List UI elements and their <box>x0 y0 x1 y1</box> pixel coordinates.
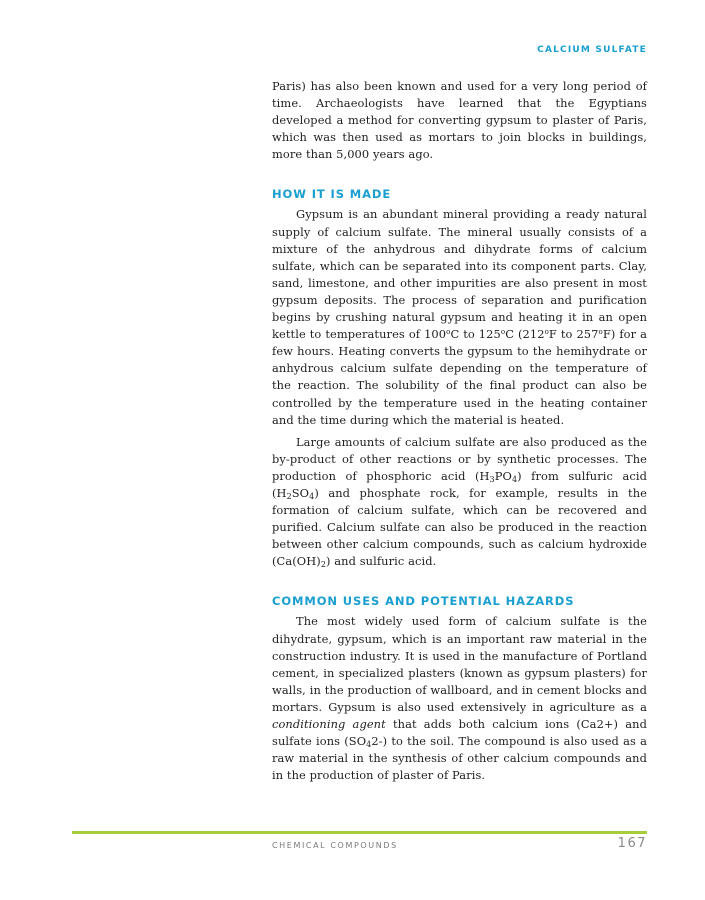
how-made-paragraph-1 <box>272 206 647 428</box>
subscript: 4 <box>366 740 372 750</box>
text-run: The most widely used form of calcium sulfate is the dihydrate, gypsum, which is an important raw material in the construction industry. It is used in the manufacture of Portland cement, in specialized plasters (known as gypsum plasters) for walls, in the production of wallboard, and in cement blocks and mortars. Gypsum is also used extensively in agriculture as a <box>272 614 647 714</box>
section-heading-how-it-is-made: HOW IT IS MADE <box>272 187 392 202</box>
section-heading-uses-and-hazards: COMMON USES AND POTENTIAL HAZARDS <box>272 594 575 609</box>
text-run: SO <box>291 485 310 500</box>
subscript: 4 <box>309 491 315 501</box>
text-run: F to 257 <box>548 327 599 342</box>
degree-symbol: o <box>598 328 603 337</box>
subscript: 2 <box>320 560 327 570</box>
subscript: 4 <box>511 474 518 484</box>
text-run: ) and phosphate rock, for example, results in the formation of calcium sulfate, which can be recovered and purified. Calcium sulfate can also be produced in the reaction between other calcium compounds, such as calcium hydroxide (Ca(OH) <box>272 485 647 569</box>
page-number: 167 <box>617 836 647 851</box>
text-run: that adds both calcium ions (Ca2+) and sulfate ions (SO <box>272 717 647 749</box>
intro-paragraph: Paris) has also been known and used for a very long period of time. Archaeologists have learned that the Egyptians developed a method for converting gypsum to plaster of Paris, which was then used as mortars to join blocks in buildings, more than 5,000 years ago. <box>272 79 647 162</box>
subscript: 2 <box>286 491 292 501</box>
how-made-paragraph-2 <box>272 434 647 571</box>
text-run: ) and sulfuric acid. <box>326 554 437 569</box>
text-run: Large amounts of calcium sulfate are also produced as the by-product of other reactions or by synthetic processes. The production of phosphoric acid (H <box>272 434 647 483</box>
text-run: C to 125 <box>450 327 501 342</box>
text-run: ) from sulfuric acid (H <box>272 468 647 500</box>
text-run: C (212 <box>505 327 545 342</box>
text-run: Gypsum is an abundant mineral providing a ready natural supply of calcium sulfate. The mineral usually consists of a mixture of the anhydrous and dihydrate forms of calcium sulfate, which can be separated into its component parts. Clay, sand, limestone, and other impurities are also present in most gypsum deposits. The process of separation and purification begins by crushing natural gypsum and heating it in an open kettle to temperatures of 100 <box>272 207 647 342</box>
emphasized-term: conditioning agent <box>272 717 386 731</box>
text-run: 2-) to the soil. The compound is also used as a raw material in the synthesis of other calcium compounds and in the production of plaster of Paris. <box>272 734 647 783</box>
page-body <box>272 78 647 784</box>
text-run: F) for a few hours. Heating converts the gypsum to the hemihydrate or anhydrous calcium sulfate depending on the temperature of the reaction. The solubility of the final product can also be controlled by the temperature used in the heating container and the time during which the material is heated. <box>272 327 648 427</box>
degree-symbol: o <box>500 328 506 337</box>
uses-paragraph-1 <box>272 613 647 784</box>
footer-rule <box>72 831 647 834</box>
degree-symbol: o <box>446 328 451 337</box>
text-run: PO <box>494 468 512 483</box>
footer-book-title: CHEMICAL COMPOUNDS <box>272 841 398 850</box>
subscript: 3 <box>489 474 495 484</box>
running-head-title: CALCIUM SULFATE <box>537 45 647 55</box>
degree-symbol: o <box>544 328 549 337</box>
